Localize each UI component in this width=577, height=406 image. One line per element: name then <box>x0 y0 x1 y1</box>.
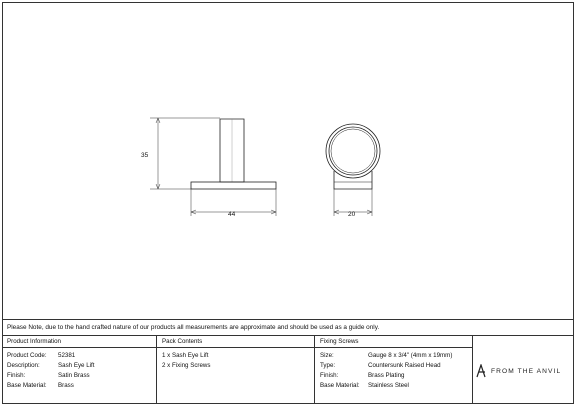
screw-size-row <box>315 351 472 361</box>
front-view <box>191 119 276 189</box>
screw-base-material-key: Base Material: <box>320 382 360 389</box>
product-code-key: Product Code: <box>7 352 47 359</box>
fixing-screws-heading: Fixing Screws <box>315 336 472 348</box>
side-view <box>326 124 380 189</box>
screw-type-row <box>315 361 472 371</box>
screw-base-material-row <box>315 381 472 391</box>
fixing-screws-column <box>315 336 473 404</box>
screw-type-value: Countersunk Raised Head <box>368 362 441 369</box>
pack-item: 1 x Sash Eye Lift <box>162 352 209 359</box>
base-material-value: Brass <box>58 382 74 389</box>
brand-name: FROM THE ANVIL <box>491 367 562 375</box>
brand-logo <box>476 359 574 383</box>
height-dimension-label: 35 <box>141 152 149 159</box>
finish-row <box>2 371 156 381</box>
description-row <box>2 361 156 371</box>
finish-value: Satin Brass <box>58 372 90 379</box>
finish-key: Finish: <box>7 372 26 379</box>
anvil-mark-icon <box>476 364 487 378</box>
height-dimension <box>150 118 220 189</box>
product-information-column <box>2 336 157 404</box>
screw-size-key: Size: <box>320 352 334 359</box>
base-material-key: Base Material: <box>7 382 47 389</box>
width-dimension-label: 44 <box>228 211 236 218</box>
screw-base-material-value: Stainless Steel <box>368 382 409 389</box>
measurement-note: Please Note, due to the hand crafted nature of our products all measurements are approximate and should be used as a guide only. <box>2 319 574 336</box>
screw-finish-key: Finish: <box>320 372 339 379</box>
screw-type-key: Type: <box>320 362 336 369</box>
side-dimension-label: 20 <box>348 211 356 218</box>
base-material-row <box>2 381 156 391</box>
screw-finish-row <box>315 371 472 381</box>
product-code-row <box>2 351 156 361</box>
screw-size-value: Gauge 8 x 3/4" (4mm x 19mm) <box>368 352 453 359</box>
pack-contents-column <box>157 336 315 404</box>
product-code-value: 52381 <box>58 352 76 359</box>
description-value: Sash Eye Lift <box>58 362 95 369</box>
product-information-heading: Product Information <box>2 336 156 348</box>
pack-contents-heading: Pack Contents <box>157 336 314 348</box>
pack-item: 2 x Fixing Screws <box>162 362 211 369</box>
screw-finish-value: Brass Plating <box>368 372 405 379</box>
description-key: Description: <box>7 362 40 369</box>
